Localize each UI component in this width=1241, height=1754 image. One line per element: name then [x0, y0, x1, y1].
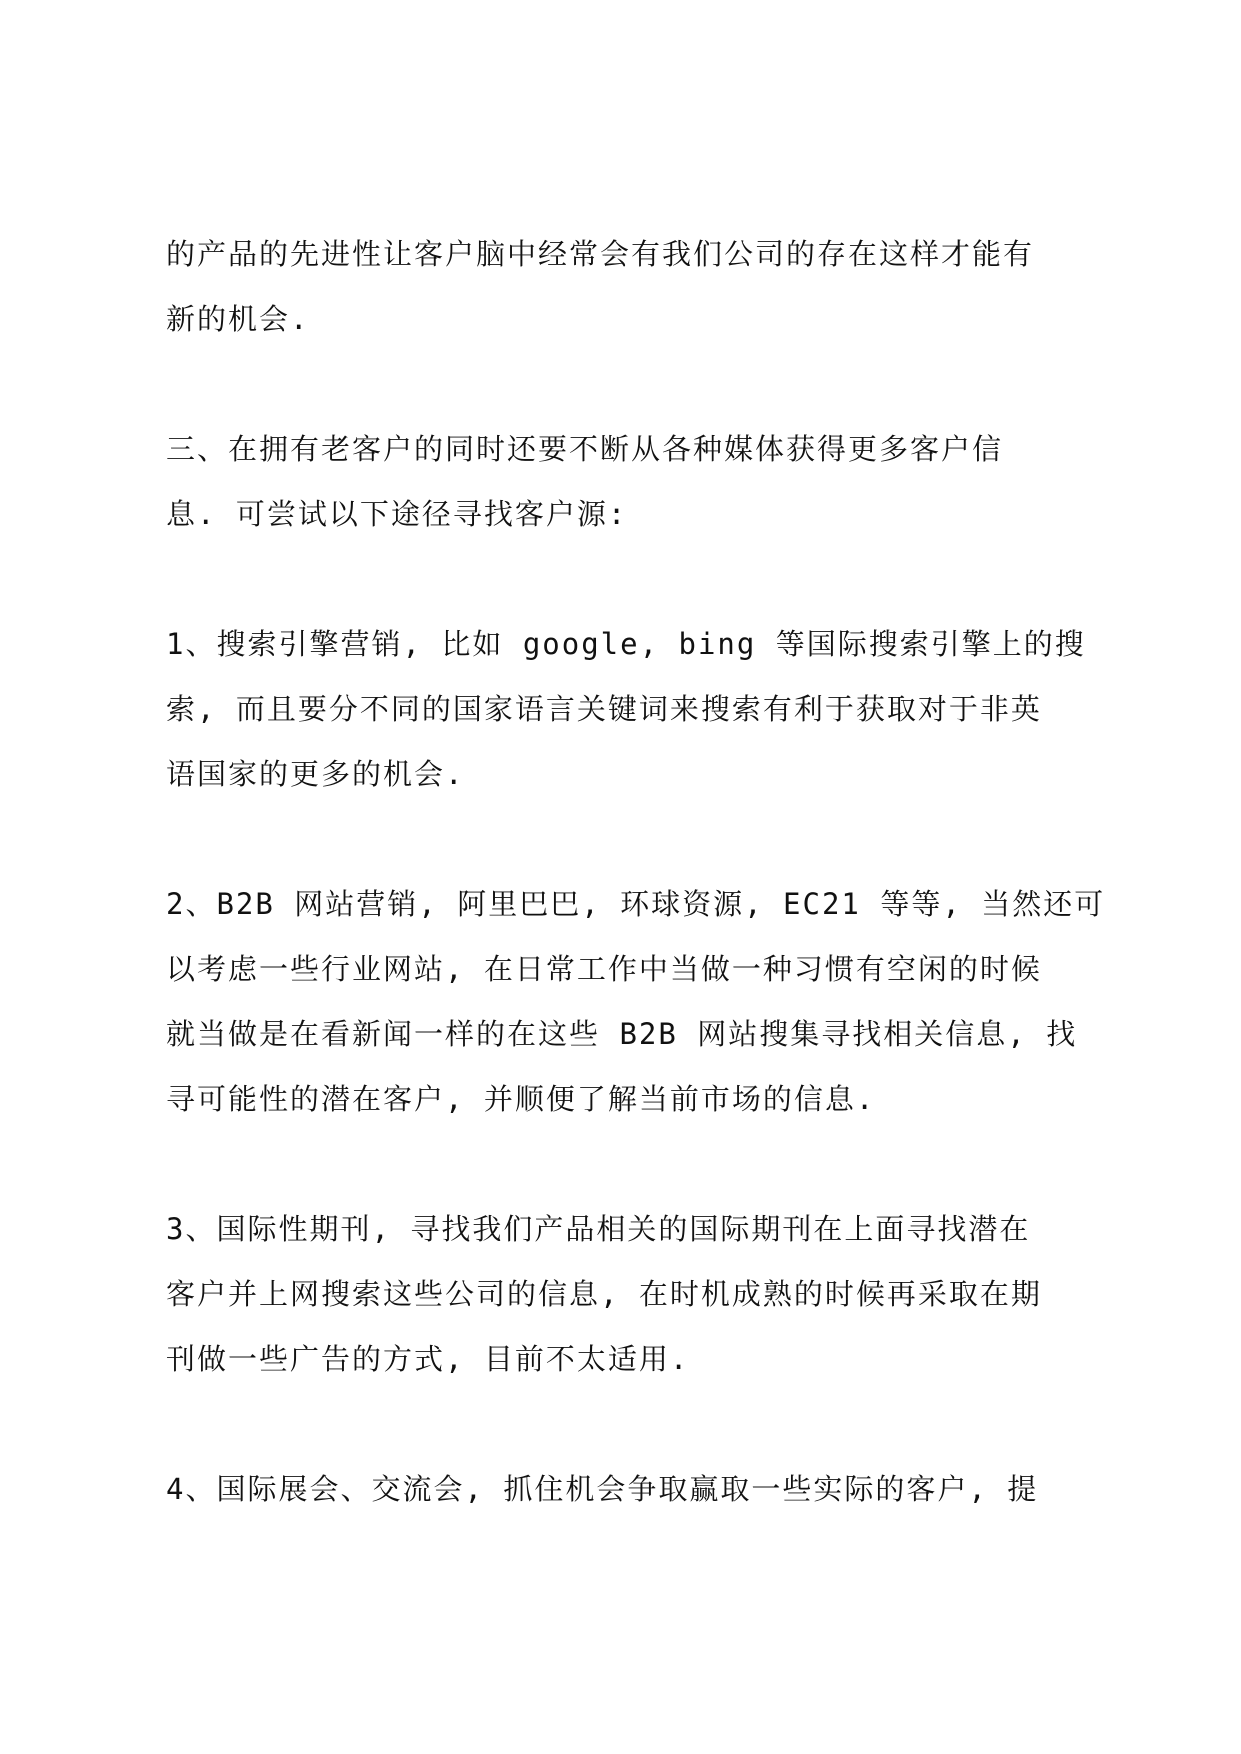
text-line: 以考虑一些行业网站, 在日常工作中当做一种习惯有空闲的时候: [166, 952, 1042, 986]
text-line: 新的机会.: [166, 302, 310, 336]
text-line: 索, 而且要分不同的国家语言关键词来搜索有利于获取对于非英: [166, 692, 1042, 726]
text-line: 息. 可尝试以下途径寻找客户源:: [166, 497, 628, 531]
text-line: 寻可能性的潜在客户, 并顺便了解当前市场的信息.: [166, 1082, 876, 1116]
paragraph-item-4: [166, 1457, 1096, 1522]
paragraph-item-2: [166, 872, 1106, 1132]
document-body: [166, 222, 1106, 1587]
text-line: 4、国际展会、交流会, 抓住机会争取赢取一些实际的客户, 提: [166, 1472, 1039, 1506]
text-line: 2、B2B 网站营销, 阿里巴巴, 环球资源, EC21 等等, 当然还可: [166, 887, 1106, 921]
paragraph-item-1: [166, 612, 1096, 807]
paragraph-item-3: [166, 1197, 1096, 1392]
paragraph-continuation: [166, 222, 1096, 352]
text-line: 3、国际性期刊, 寻找我们产品相关的国际期刊在上面寻找潜在: [166, 1212, 1031, 1246]
paragraph-section-three: [166, 417, 1096, 547]
text-line: 刊做一些广告的方式, 目前不太适用.: [166, 1342, 690, 1376]
text-line: 就当做是在看新闻一样的在这些 B2B 网站搜集寻找相关信息, 找: [166, 1017, 1078, 1051]
text-line: 客户并上网搜索这些公司的信息, 在时机成熟的时候再采取在期: [166, 1277, 1042, 1311]
text-line: 三、在拥有老客户的同时还要不断从各种媒体获得更多客户信: [166, 432, 1004, 466]
text-line: 的产品的先进性让客户脑中经常会有我们公司的存在这样才能有: [166, 237, 1035, 271]
text-line: 1、搜索引擎营销, 比如 google, bing 等国际搜索引擎上的搜: [166, 627, 1086, 661]
text-line: 语国家的更多的机会.: [166, 757, 465, 791]
